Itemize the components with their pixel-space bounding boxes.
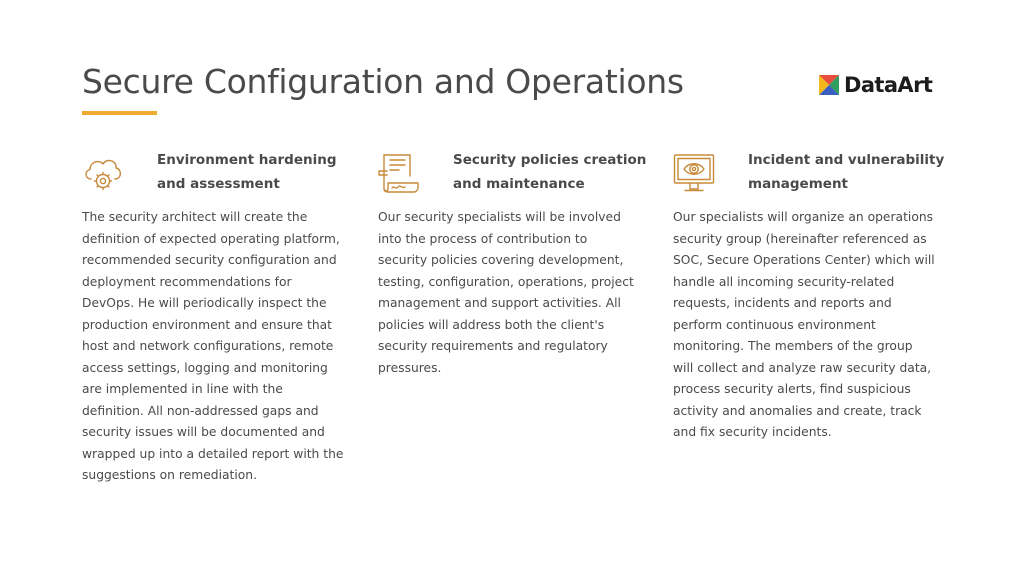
policy-document-icon: [378, 152, 420, 194]
column-heading: Environment hardening and assessment: [157, 152, 337, 192]
column-heading: Incident and vulnerability management: [748, 152, 945, 192]
cloud-gear-icon: [82, 152, 124, 194]
monitor-eye-icon: [673, 152, 715, 194]
column-body: Our security specialists will be involved into the process of contribution to security policies covering development, testing, configuration, operations, project management and support activities. All policies will address both the client's security requirements and regulatory pressures.: [378, 210, 634, 375]
column-heading: Security policies creation and maintenance: [453, 152, 647, 192]
title-underline: [82, 111, 157, 115]
column-body: Our specialists will organize an operations security group (hereinafter referenced as SOC, Secure Operations Center) which will handle all incoming security-related requests, incidents and reports and perform continuous environment monitoring. The members of the group will collect and analyze raw security data, process security alerts, find suspicious activity and anomalies and create, track and fix security incidents.: [673, 210, 935, 439]
logo-text: DataArt: [844, 73, 933, 97]
column-body: The security architect will create the definition of expected operating platform, recommended security configuration and deployment recommendations for DevOps. He will periodically inspect the production environment and ensure that host and network configurations, remote access settings, logging and monitoring are implemented in line with the definition. All non-addressed gaps and security issues will be documented and wrapped up into a detailed report with the suggestions on remediation.: [82, 210, 344, 482]
dataart-logo: [819, 72, 932, 98]
slide-title: Secure Configuration and Operations: [82, 62, 684, 101]
dataart-logo-mark-icon: [819, 75, 839, 95]
